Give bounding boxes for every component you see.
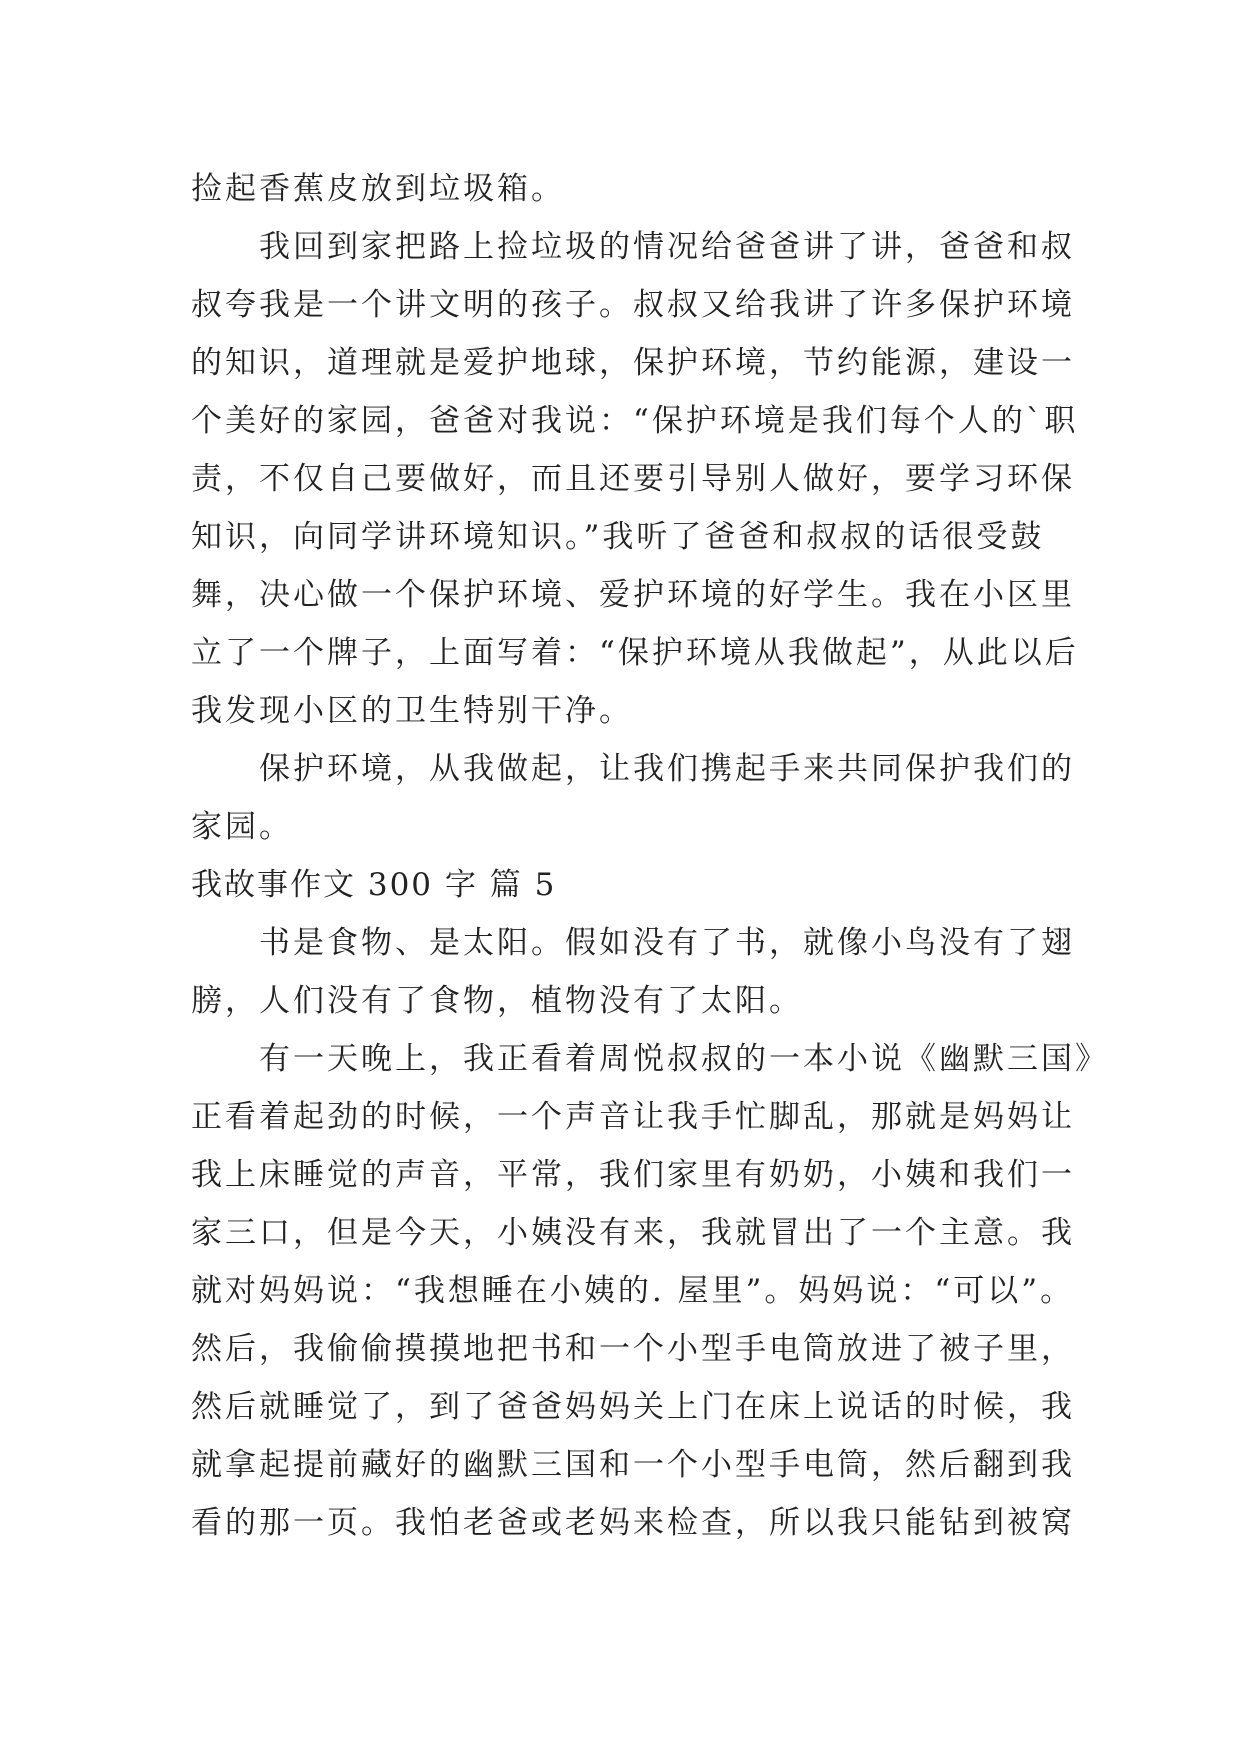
text-line: 责，不仅自己要做好，而且还要引导别人做好，要学习环保	[191, 461, 1075, 497]
text-line: 个美好的家园，爸爸对我说：“保护环境是我们每个人的`职	[191, 403, 1079, 439]
text-line: 有一天晚上，我正看着周悦叔叔的一本小说《幽默三国》	[259, 1041, 1109, 1077]
text-line: 就对妈妈说：“我想睡在小姨的. 屋里”。妈妈说：“可以”。	[191, 1273, 1075, 1309]
text-line: 家三口，但是今天，小姨没有来，我就冒出了一个主意。我	[191, 1215, 1075, 1251]
text-line: 保护环境，从我做起，让我们携起手来共同保护我们的	[259, 751, 1075, 787]
text-line: 家园。	[191, 809, 293, 845]
text-line: 膀，人们没有了食物，植物没有了太阳。	[191, 983, 803, 1019]
section-heading: 我故事作文 300 字 篇 5	[191, 867, 557, 903]
text-line: 正看着起劲的时候，一个声音让我手忙脚乱，那就是妈妈让	[191, 1099, 1075, 1135]
text-line: 舞，决心做一个保护环境、爱护环境的好学生。我在小区里	[191, 577, 1075, 613]
text-line: 就拿起提前藏好的幽默三国和一个小型手电筒，然后翻到我	[191, 1447, 1075, 1483]
text-line: 捡起香蕉皮放到垃圾箱。	[191, 171, 565, 207]
text-line: 叔夸我是一个讲文明的孩子。叔叔又给我讲了许多保护环境	[191, 287, 1075, 323]
text-line: 看的那一页。我怕老爸或老妈来检查，所以我只能钻到被窝	[191, 1505, 1075, 1541]
text-line: 立了一个牌子，上面写着：“保护环境从我做起”，从此以后	[191, 635, 1079, 671]
text-line: 我发现小区的卫生特别干净。	[191, 693, 633, 729]
text-line: 书是食物、是太阳。假如没有了书，就像小鸟没有了翅	[259, 925, 1075, 961]
document-body	[191, 160, 1109, 1552]
text-line: 我上床睡觉的声音，平常，我们家里有奶奶，小姨和我们一	[191, 1157, 1075, 1193]
text-line: 然后，我偷偷摸摸地把书和一个小型手电筒放进了被子里，	[191, 1331, 1075, 1367]
text-line: 我回到家把路上捡垃圾的情况给爸爸讲了讲，爸爸和叔	[259, 229, 1075, 265]
text-line: 然后就睡觉了，到了爸爸妈妈关上门在床上说话的时候，我	[191, 1389, 1075, 1425]
text-line: 知识，向同学讲环境知识。”我听了爸爸和叔叔的话很受鼓	[191, 519, 1045, 555]
text-line: 的知识，道理就是爱护地球，保护环境，节约能源，建设一	[191, 345, 1075, 381]
